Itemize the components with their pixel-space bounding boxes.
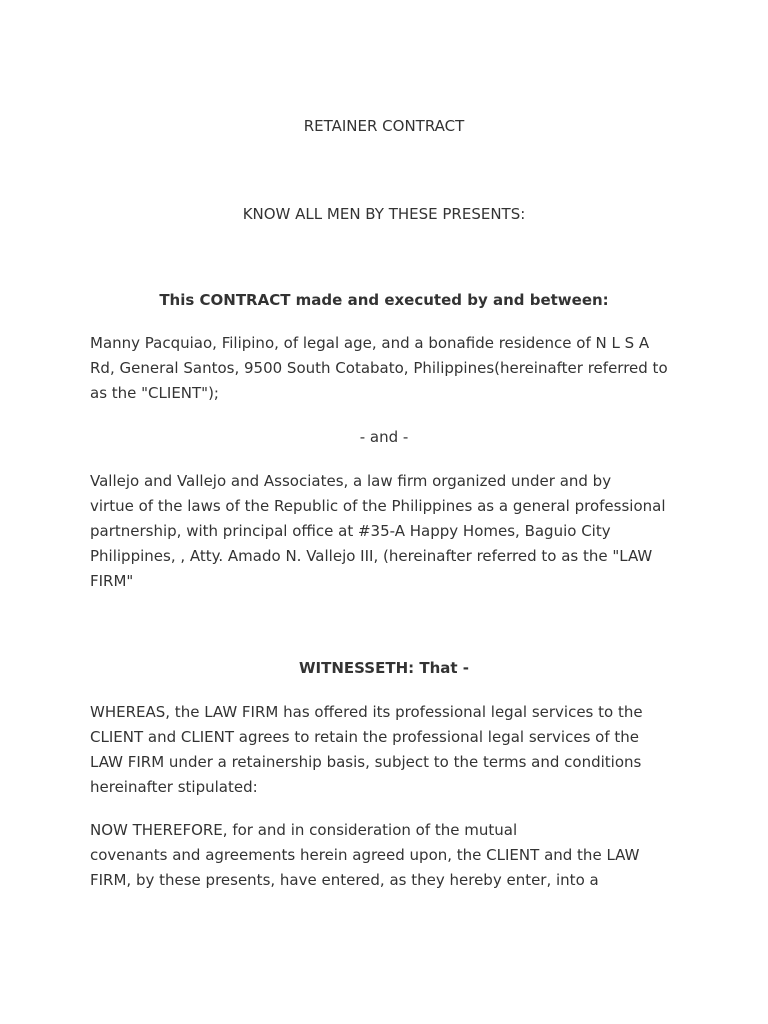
now-therefore-paragraph (90, 818, 690, 893)
paragraph-line: hereinafter stipulated: (90, 778, 258, 796)
firm-paragraph (90, 469, 690, 594)
paragraph-line: Rd, General Santos, 9500 South Cotabato, Philippines(hereinafter referred to (90, 359, 668, 377)
document-title: RETAINER CONTRACT (303, 117, 465, 135)
paragraph-line: FIRM" (90, 572, 134, 590)
paragraph-line: WHEREAS, the LAW FIRM has offered its professional legal services to the (90, 703, 643, 721)
paragraph-line: Manny Pacquiao, Filipino, of legal age, and a bonafide residence of N L S A (90, 334, 650, 352)
paragraph-line: partnership, with principal office at #35-A Happy Homes, Baguio City (90, 522, 611, 540)
intro-heading: This CONTRACT made and executed by and between: (159, 291, 609, 309)
paragraph-line: CLIENT and CLIENT agrees to retain the professional legal services of the (90, 728, 639, 746)
paragraph-line: LAW FIRM under a retainership basis, subject to the terms and conditions (90, 753, 642, 771)
and-separator: - and - (359, 428, 409, 446)
paragraph-line: covenants and agreements herein agreed upon, the CLIENT and the LAW (90, 846, 640, 864)
paragraph-line: FIRM, by these presents, have entered, as they hereby enter, into a (90, 871, 599, 889)
whereas-paragraph (90, 700, 690, 800)
witnesseth-heading: WITNESSETH: That - (299, 659, 469, 677)
preamble: KNOW ALL MEN BY THESE PRESENTS: (242, 205, 526, 223)
paragraph-line: as the "CLIENT"); (90, 384, 219, 402)
paragraph-line: NOW THEREFORE, for and in consideration of the mutual (90, 821, 518, 839)
paragraph-line: Vallejo and Vallejo and Associates, a law firm organized under and by (90, 472, 612, 490)
paragraph-line: Philippines, , Atty. Amado N. Vallejo III, (hereinafter referred to as the "LAW (90, 547, 653, 565)
client-paragraph (90, 331, 690, 406)
paragraph-line: virtue of the laws of the Republic of the Philippines as a general professional (90, 497, 666, 515)
